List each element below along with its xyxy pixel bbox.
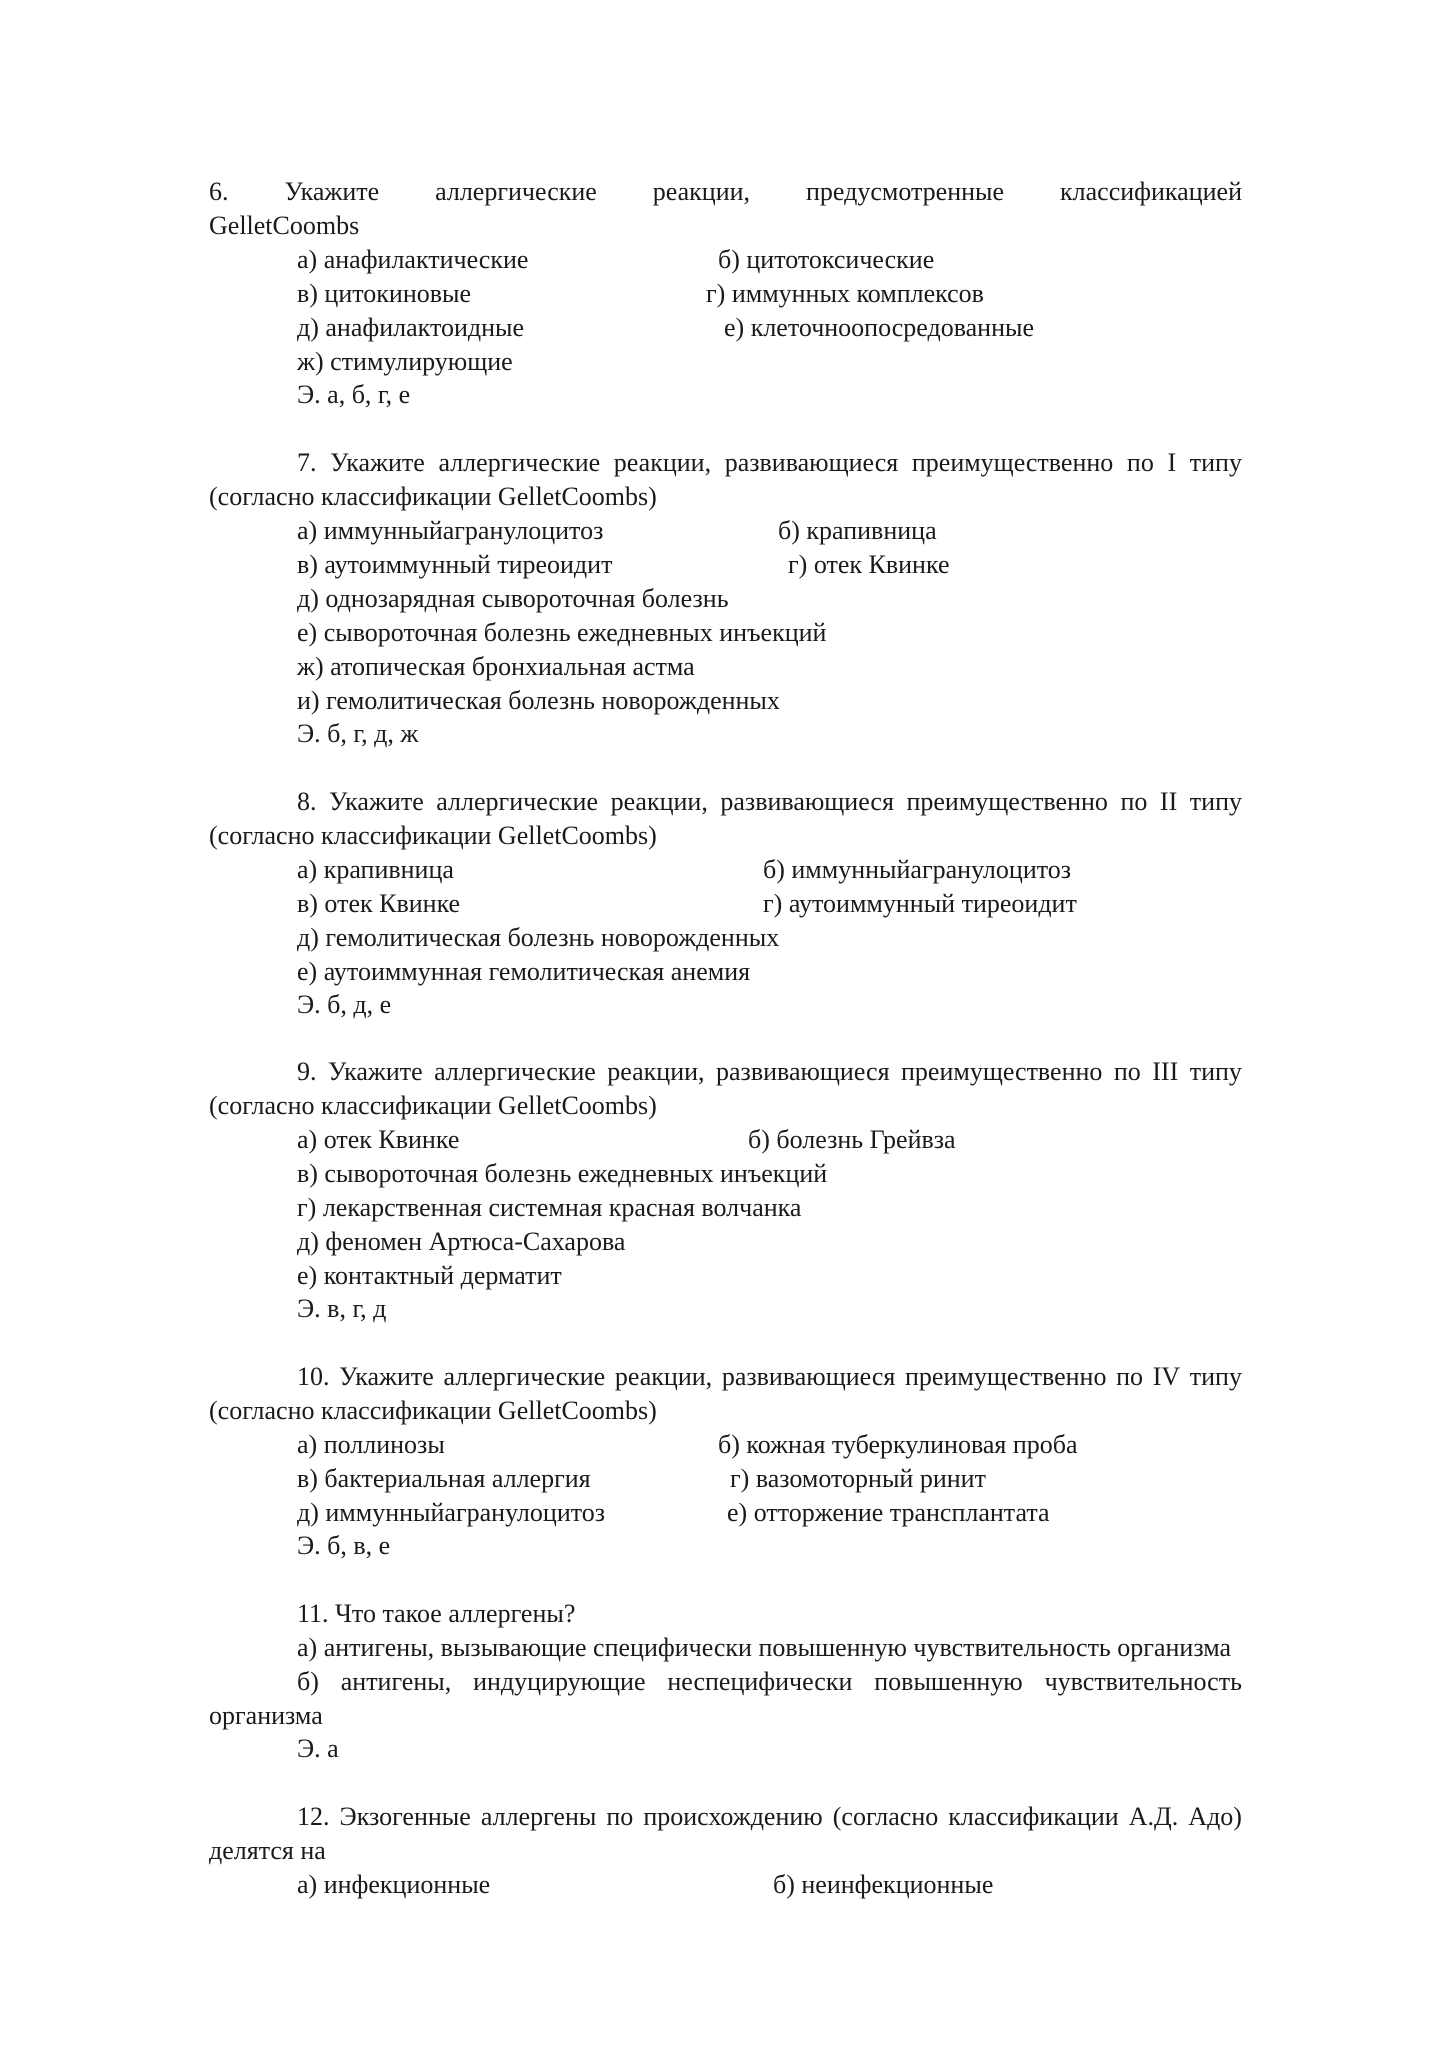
q8-option-v: в) отек Квинке [297, 889, 461, 918]
q10-option-g: г) вазомоторный ринит [730, 1464, 986, 1493]
q9-option-b: б) болезнь Грейвза [748, 1125, 956, 1154]
q6-option-zh: ж) стимулирующие [297, 347, 513, 376]
q6-stem-line-2: GelletCoombs [209, 211, 360, 240]
q7-option-i: и) гемолитическая болезнь новорожденных [297, 686, 780, 715]
q9-option-e: е) контактный дерматит [297, 1261, 562, 1290]
q7-stem-line-2: (согласно классификации GelletCoombs) [209, 482, 657, 511]
q8-stem-line-1: 8. Укажите аллергические реакции, развивающиеся преимущественно по II типу [297, 787, 1242, 816]
q10-option-a: а) поллинозы [297, 1430, 445, 1459]
q7-option-g: г) отек Квинке [788, 550, 950, 579]
q12-stem-line-2: делятся на [209, 1836, 326, 1865]
q10-option-b: б) кожная туберкулиновая проба [718, 1430, 1078, 1459]
q11-answer: Э. а [297, 1734, 339, 1763]
q6-answer: Э. а, б, г, е [297, 380, 411, 409]
q6-option-e: е) клеточноопосредованные [724, 313, 1035, 342]
q12-option-b: б) неинфекционные [773, 1870, 994, 1899]
q7-option-b: б) крапивница [778, 516, 937, 545]
q9-stem-line-1: 9. Укажите аллергические реакции, развивающиеся преимущественно по III типу [297, 1057, 1242, 1086]
q6-option-b: б) цитотоксические [718, 245, 935, 274]
q10-answer: Э. б, в, е [297, 1531, 391, 1560]
q8-stem-line-2: (согласно классификации GelletCoombs) [209, 821, 657, 850]
q6-option-d: д) анафилактоидные [297, 313, 525, 342]
q11-option-a: а) антигены, вызывающие специфически повышенную чувствительность организма [297, 1633, 1232, 1662]
q12-option-a: а) инфекционные [297, 1870, 491, 1899]
q10-stem-line-1: 10. Укажите аллергические реакции, развивающиеся преимущественно по IV типу [297, 1362, 1242, 1391]
q10-stem-line-2: (согласно классификации GelletCoombs) [209, 1396, 657, 1425]
q11-stem: 11. Что такое аллергены? [297, 1599, 576, 1628]
q9-option-g: г) лекарственная системная красная волчанка [297, 1193, 802, 1222]
q8-answer: Э. б, д, е [297, 990, 392, 1019]
q7-answer: Э. б, г, д, ж [297, 719, 419, 748]
q8-option-b: б) иммунныйагранулоцитоз [763, 855, 1072, 884]
q10-option-d: д) иммунныйагранулоцитоз [297, 1498, 606, 1527]
q7-option-v: в) аутоиммунный тиреоидит [297, 550, 613, 579]
q9-option-v: в) сывороточная болезнь ежедневных инъекций [297, 1159, 828, 1188]
q8-option-e: е) аутоиммунная гемолитическая анемия [297, 957, 751, 986]
q8-option-a: а) крапивница [297, 855, 454, 884]
q11-option-b-line-2: организма [209, 1701, 323, 1730]
q7-option-d: д) однозарядная сывороточная болезнь [297, 584, 729, 613]
q8-option-g: г) аутоиммунный тиреоидит [763, 889, 1077, 918]
q6-stem-line-1: 6. Укажите аллергические реакции, предусмотренные классификацией [209, 177, 1242, 206]
q9-option-d: д) феномен Артюса-Сахарова [297, 1227, 626, 1256]
q10-option-e: е) отторжение трансплантата [727, 1498, 1050, 1527]
q11-option-b-line-1: б) антигены, индуцирующие неспецифически повышенную чувствительность [297, 1667, 1242, 1696]
q6-option-g: г) иммунных комплексов [706, 279, 984, 308]
q8-option-d: д) гемолитическая болезнь новорожденных [297, 923, 780, 952]
q10-option-v: в) бактериальная аллергия [297, 1464, 591, 1493]
q7-stem-line-1: 7. Укажите аллергические реакции, развивающиеся преимущественно по I типу [297, 448, 1242, 477]
q12-stem-line-1: 12. Экзогенные аллергены по происхождению (согласно классификации А.Д. Адо) [297, 1802, 1242, 1831]
q6-option-v: в) цитокиновые [297, 279, 472, 308]
q7-option-a: а) иммунныйагранулоцитоз [297, 516, 604, 545]
q9-option-a: а) отек Квинке [297, 1125, 460, 1154]
q9-stem-line-2: (согласно классификации GelletCoombs) [209, 1091, 657, 1120]
q6-option-a: а) анафилактические [297, 245, 529, 274]
q7-option-zh: ж) атопическая бронхиальная астма [297, 652, 695, 681]
q7-option-e: е) сывороточная болезнь ежедневных инъекций [297, 618, 827, 647]
q9-answer: Э. в, г, д [297, 1294, 387, 1323]
